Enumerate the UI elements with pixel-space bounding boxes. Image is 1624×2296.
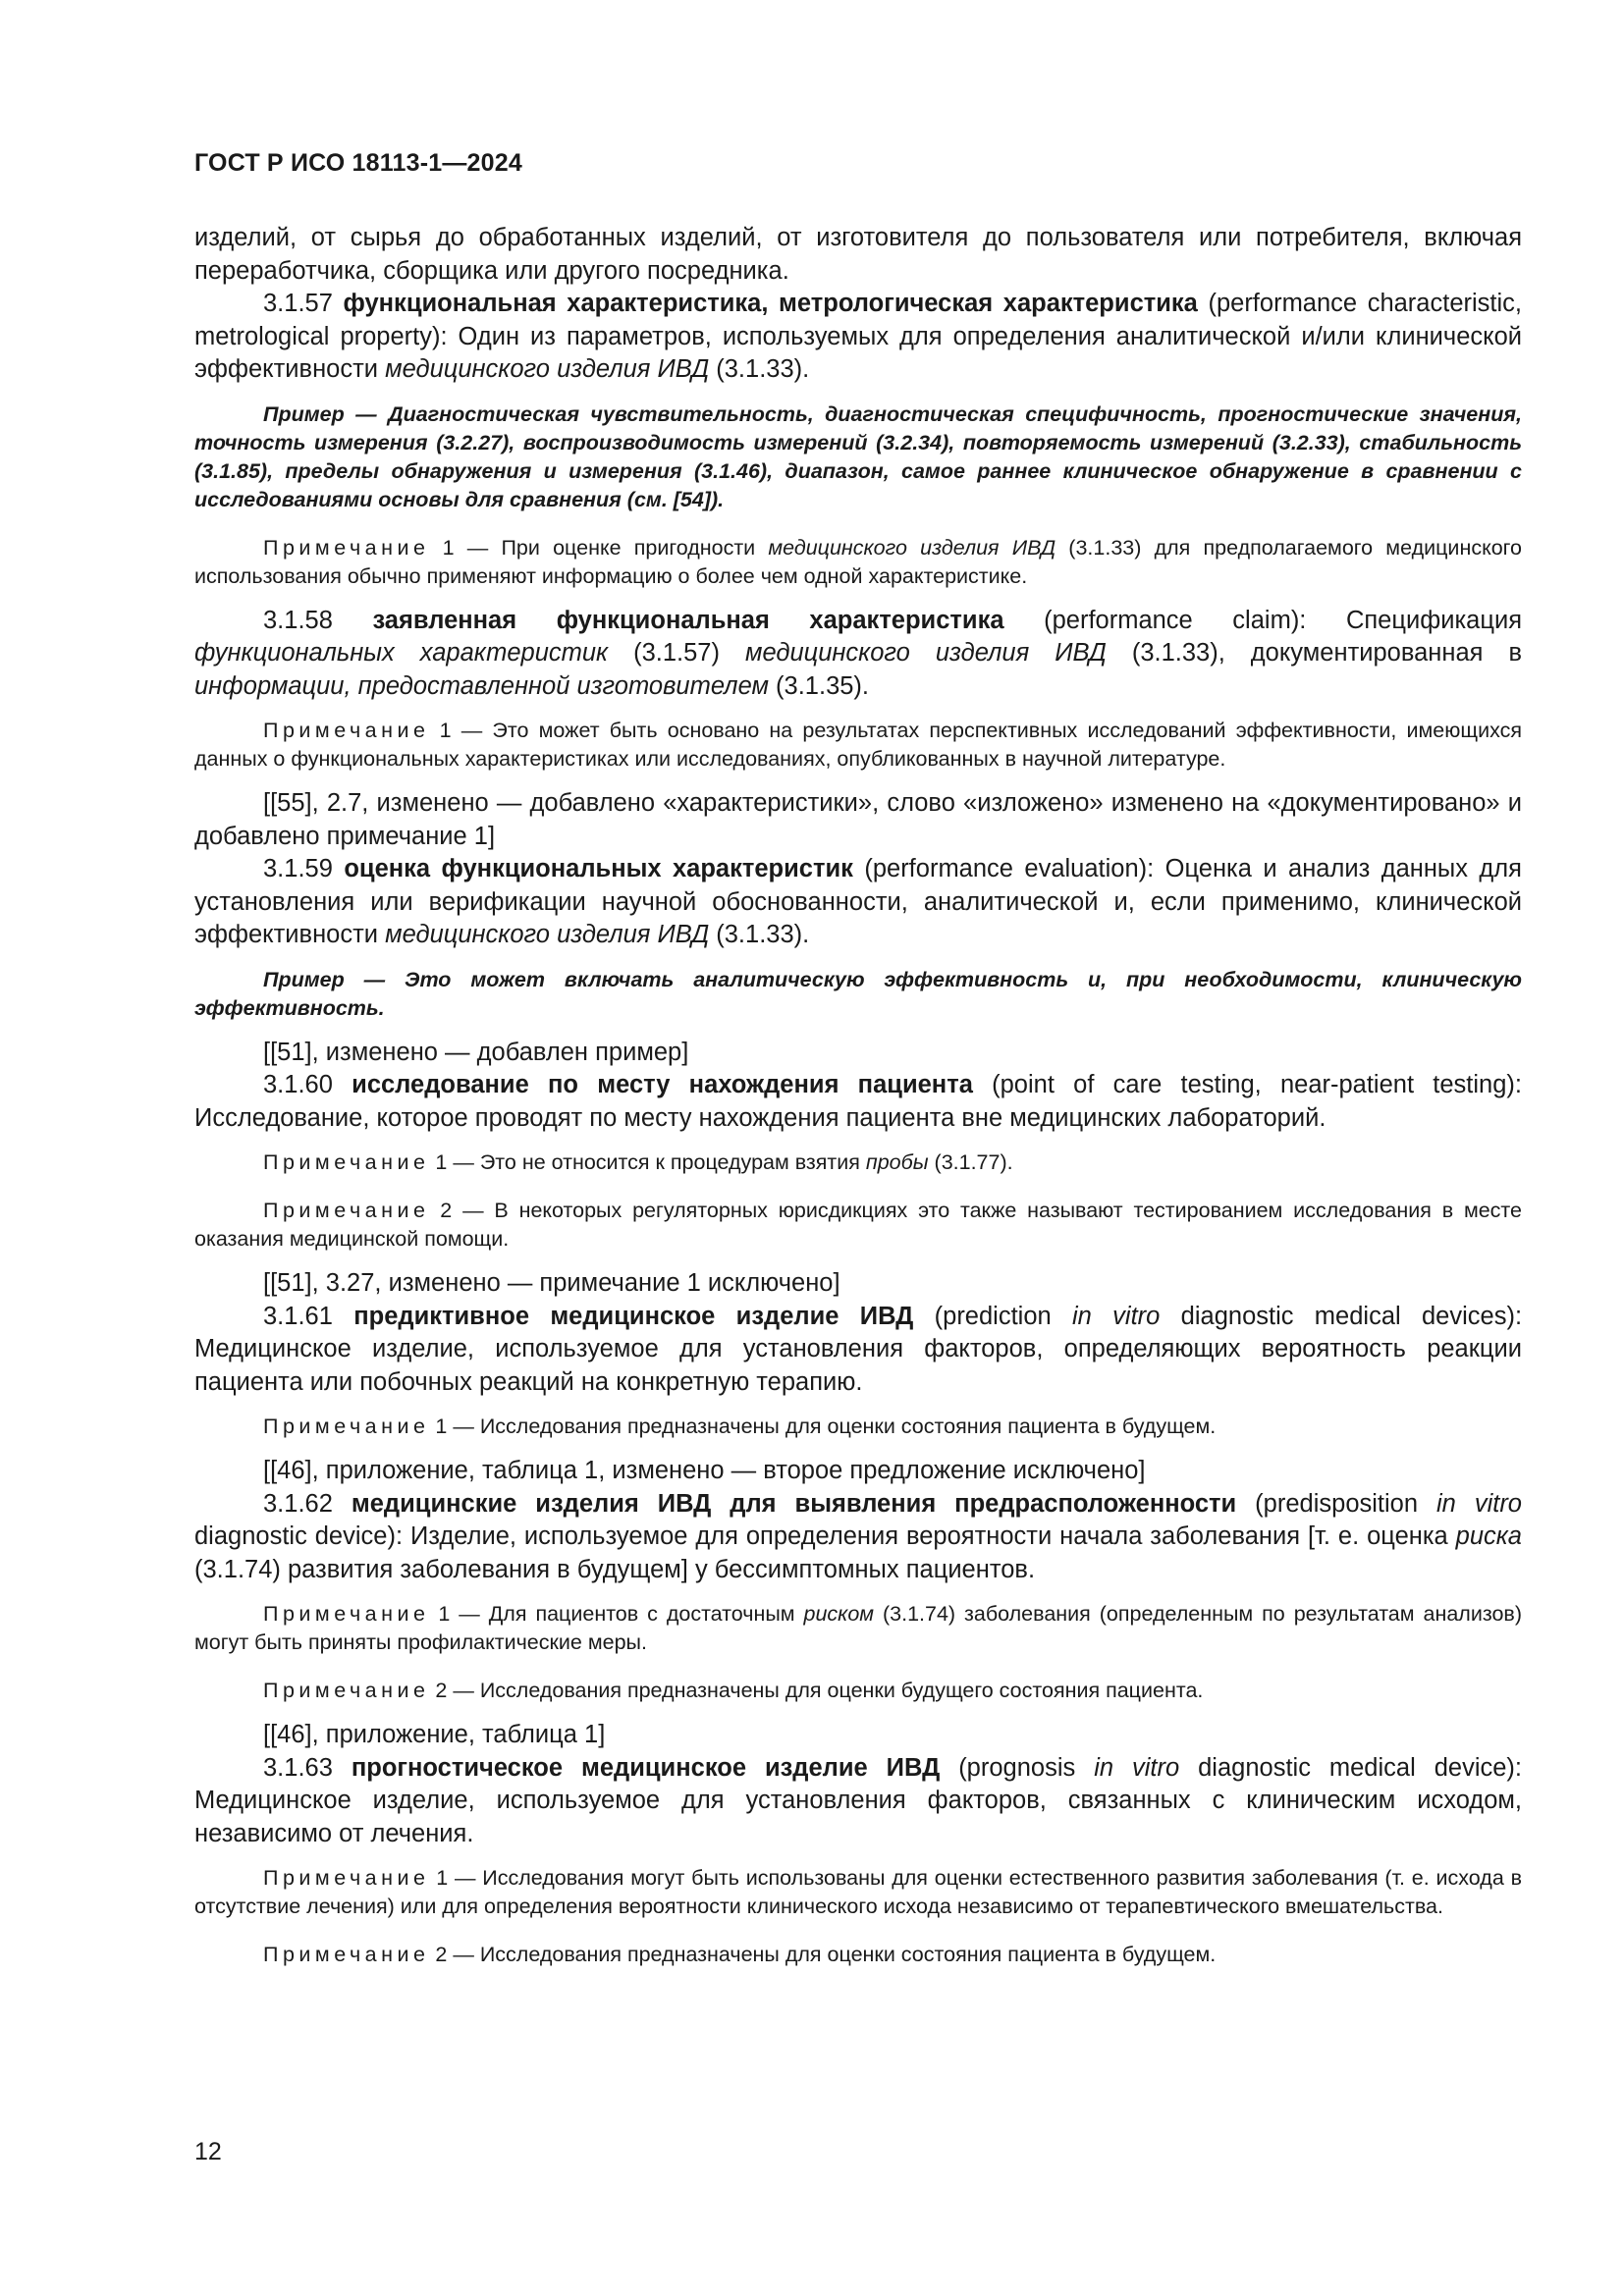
term-3-1-60: 3.1.60 исследование по месту нахождения пациента (point of care testing, near-patient testing): Исследование, которое проводят по месту нахождения пациента вне медицинских лабораторий. — [194, 1071, 1522, 1132]
note: Примечание 2 — В некоторых регуляторных юрисдикциях это также называют тестированием исследования в месте оказания медицинской помощи. — [194, 1199, 1522, 1251]
note: Примечание 2 — Исследования предназначены для оценки будущего состояния пациента. — [263, 1679, 1204, 1702]
term-3-1-57: 3.1.57 функциональная характеристика, метрологическая характеристика (performance characteristic, metrological property): Один из параметров, используемых для определения аналитической и/или клинической эффективности медицинского изделия ИВД (3.1.33). — [194, 290, 1522, 383]
term-3-1-59: 3.1.59 оценка функциональных характеристик (performance evaluation): Оценка и анализ данных для установления или верификации научной обоснованности, аналитической и, если применимо, клинической эффективности медицинского изделия ИВД (3.1.33). — [194, 855, 1522, 948]
document-header: ГОСТ Р ИСО 18113-1—2024 — [194, 149, 522, 177]
term-3-1-62: 3.1.62 медицинские изделия ИВД для выявления предрасположенности (predisposition in vitro diagnostic device): Изделие, используемое для определения вероятности начала заболевания [т. е. оценка риска (3.1.74) развития заболевания в будущем] у бессимптомных пациентов. — [194, 1489, 1522, 1583]
note: Примечание 1 — Исследования могут быть использованы для оценки естественного развития заболевания (т. е. исхода в отсутствие лечения) или для определения вероятности клинического исхода независимо от терапевтического вмешательства. — [194, 1866, 1522, 1918]
source-reference: [[46], приложение, таблица 1, изменено — второе предложение исключено] — [263, 1457, 1146, 1484]
paragraph: изделий, от сырья до обработанных изделий, от изготовителя до пользователя или потребителя, включая переработчика, сборщика или другого посредника. — [194, 224, 1522, 285]
source-reference: [[46], приложение, таблица 1] — [263, 1721, 606, 1748]
note: Примечание 1 — Для пациентов с достаточным риском (3.1.74) заболевания (определенным по результатам анализов) могут быть приняты профилактические меры. — [194, 1602, 1522, 1654]
term-3-1-63: 3.1.63 прогностическое медицинское изделие ИВД (prognosis in vitro diagnostic medical device): Медицинское изделие, используемое для установления факторов, связанных с клиническим исходом, независимо от лечения. — [194, 1753, 1522, 1847]
note: Примечание 1 — Это не относится к процедурам взятия пробы (3.1.77). — [263, 1150, 1013, 1174]
source-reference: [[51], изменено — добавлен пример] — [263, 1038, 689, 1066]
note: Примечание 1 — Исследования предназначены для оценки состояния пациента в будущем. — [263, 1415, 1217, 1438]
note: Примечание 1 — При оценке пригодности медицинского изделия ИВД (3.1.33) для предполагаемого медицинского использования обычно применяют информацию о более чем одной характеристике. — [194, 535, 1522, 588]
note: Примечание 1 — Это может быть основано на результатах перспективных исследований эффективности, имеющихся данных о функциональных характеристиках или исследованиях, опубликованных в научной литературе. — [194, 719, 1522, 771]
source-reference: [[51], 3.27, изменено — примечание 1 исключено] — [263, 1269, 840, 1297]
example: Пример — Диагностическая чувствительность, диагностическая специфичность, прогностические значения, точность измерения (3.2.27), воспроизводимость измерений (3.2.34), повторяемость измерений (3.2.33), стабильность (3.1.85), пределы обнаружения и измерения (3.1.46), диапазон, самое раннее клиническое обнаружение в сравнении с исследованиями основы для сравнения (см. [54]). — [194, 401, 1522, 511]
page-number: 12 — [194, 2138, 222, 2165]
term-3-1-58: 3.1.58 заявленная функциональная характеристика (performance claim): Спецификация функциональных характеристик (3.1.57) медицинского изделия ИВД (3.1.33), документированная в информации, предоставленной изготовителем (3.1.35). — [194, 606, 1522, 700]
note: Примечание 2 — Исследования предназначены для оценки состояния пациента в будущем. — [263, 1943, 1217, 1966]
source-reference: [[55], 2.7, изменено — добавлено «характеристики», слово «изложено» изменено на «документировано» и добавлено примечание 1] — [194, 789, 1522, 850]
document-body — [194, 222, 1522, 1969]
term-3-1-61: 3.1.61 предиктивное медицинское изделие ИВД (prediction in vitro diagnostic medical devices): Медицинское изделие, используемое для установления факторов, определяющих вероятность реакции пациента или побочных реакций на конкретную терапию. — [194, 1302, 1523, 1396]
example: Пример — Это может включать аналитическую эффективность и, при необходимости, клиническую эффективность. — [194, 967, 1522, 1020]
